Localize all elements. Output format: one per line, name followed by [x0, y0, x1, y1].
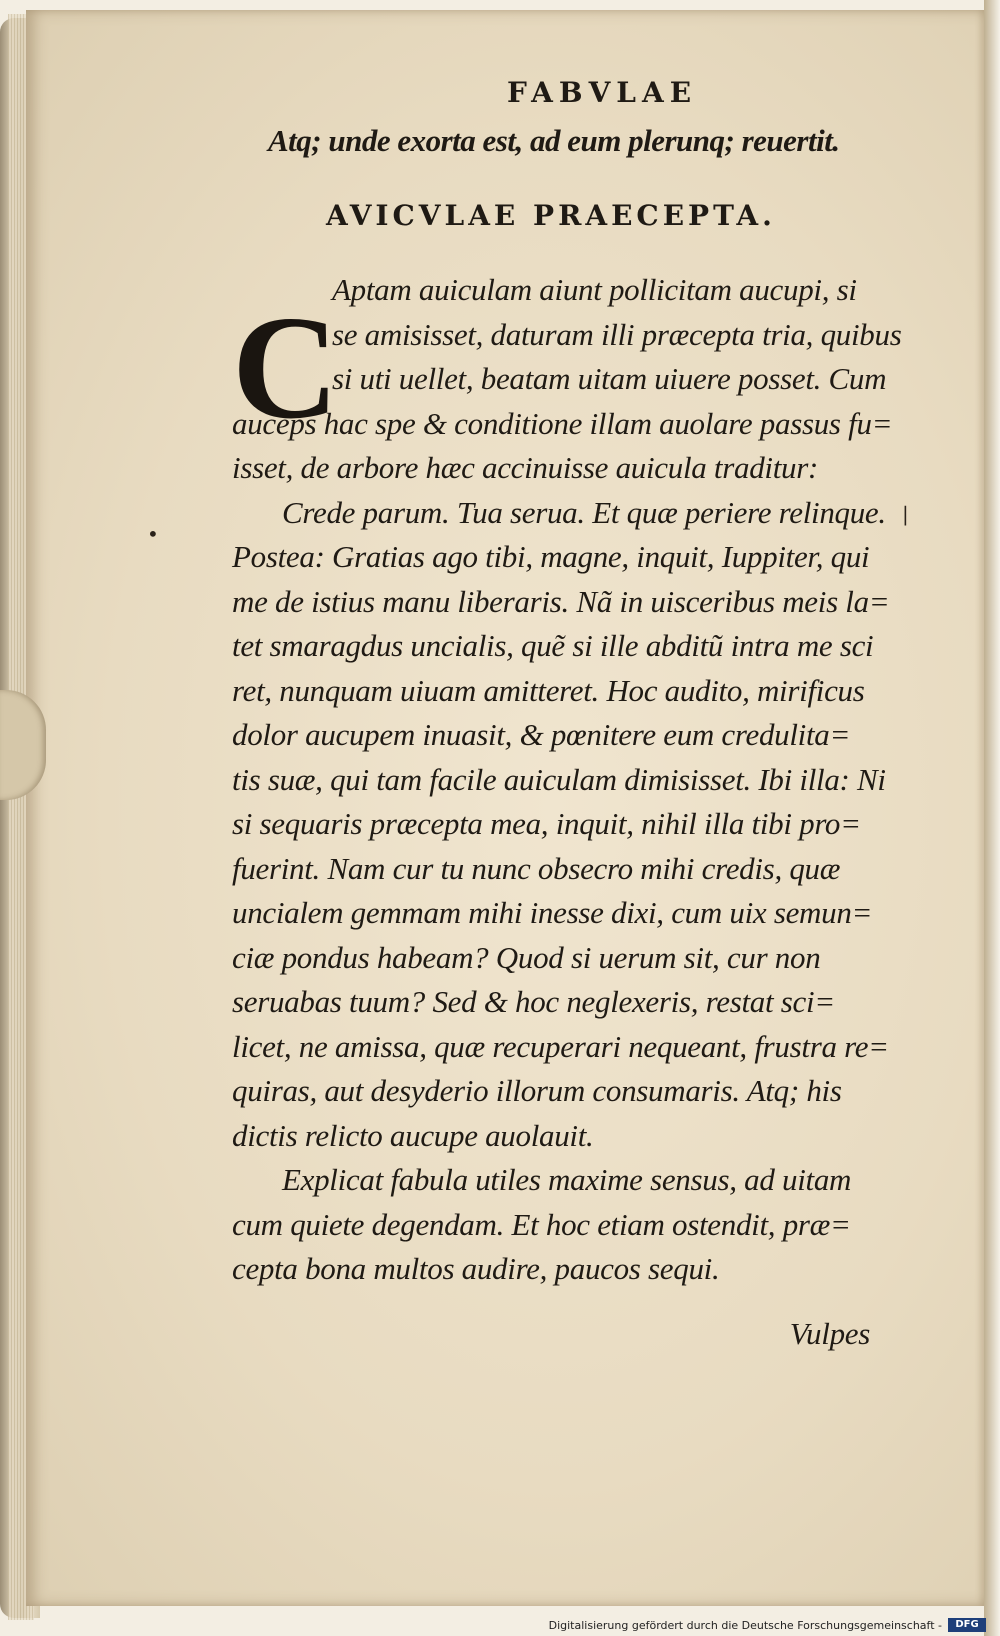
page-right-edge — [984, 0, 1000, 1636]
text-line: tet smaragdus uncialis, quẽ si ille abditũ intra me sci — [232, 628, 874, 663]
text-line: si uti uellet, beatam uitam uiuere posset. Cum — [332, 361, 887, 396]
text-line: ret, nunquam uiuam amitteret. Hoc audito, mirificus — [232, 672, 865, 708]
section-title: AVICVLAE PRAECEPTA. — [326, 199, 776, 232]
text-line: Aptam auiculam aiunt pollicitam aucupi, si — [332, 272, 857, 307]
text-line: fuerint. Nam cur tu nunc obsecro mihi credis, quæ — [232, 850, 841, 886]
text-line: isset, de arbore hæc accinuisse auicula traditur: — [232, 450, 819, 485]
text-block — [232, 60, 932, 1356]
text-line: quiras, aut desyderio illorum consumaris. Atq; his — [232, 1073, 842, 1108]
ink-dot: • — [147, 522, 159, 546]
text-line: Crede parum. Tua serua. Et quæ periere relinque. — [282, 494, 886, 530]
text-line: tis suæ, qui tam facile auiculam dimisisset. Ibi illa: Ni — [232, 761, 886, 797]
previous-fable-last-line: Atq; unde exorta est, ad eum plerunq; reuertit. — [268, 123, 840, 158]
text-line: licet, ne amissa, quæ recuperari nequeant, frustra re= — [232, 1028, 889, 1064]
digitization-credit: Digitalisierung gefördert durch die Deutsche Forschungsgemeinschaft - — [548, 1619, 942, 1632]
text-line: Explicat fabula utiles maxime sensus, ad uitam — [282, 1162, 852, 1197]
running-head: FABVLAE — [506, 76, 698, 109]
text-line: seruabas tuum? Sed & hoc neglexeris, restat sci= — [232, 984, 835, 1019]
text-line: se amisisset, daturam illi præcepta tria, quibus — [332, 316, 902, 352]
text-line: uncialem gemmam mihi inesse dixi, cum uix semun= — [232, 895, 873, 930]
dfg-logo: DFG — [948, 1618, 986, 1632]
ink-mark: | — [902, 502, 909, 526]
text-line: Postea: Gratias ago tibi, magne, inquit, Iuppiter, qui — [232, 539, 870, 574]
text-line: ciæ pondus habeam? Quod si uerum sit, cur non — [232, 939, 821, 975]
text-line: cum quiete degendam. Et hoc etiam ostendit, præ= — [232, 1206, 851, 1242]
text-line: dictis relicto aucupe auolauit. — [232, 1117, 594, 1153]
text-line: dolor aucupem inuasit, & pœnitere eum credulita= — [232, 717, 851, 752]
text-line: me de istius manu liberaris. Nã in uisceribus meis la= — [232, 583, 890, 619]
text-line: si sequaris præcepta mea, inquit, nihil illa tibi pro= — [232, 806, 861, 841]
text-line: cepta bona multos audire, paucos sequi. — [232, 1251, 720, 1286]
catchword: Vulpes — [789, 1315, 870, 1351]
text-line: auceps hac spe & conditione illam auolare passus fu= — [232, 405, 893, 441]
drop-cap: C — [232, 286, 339, 450]
